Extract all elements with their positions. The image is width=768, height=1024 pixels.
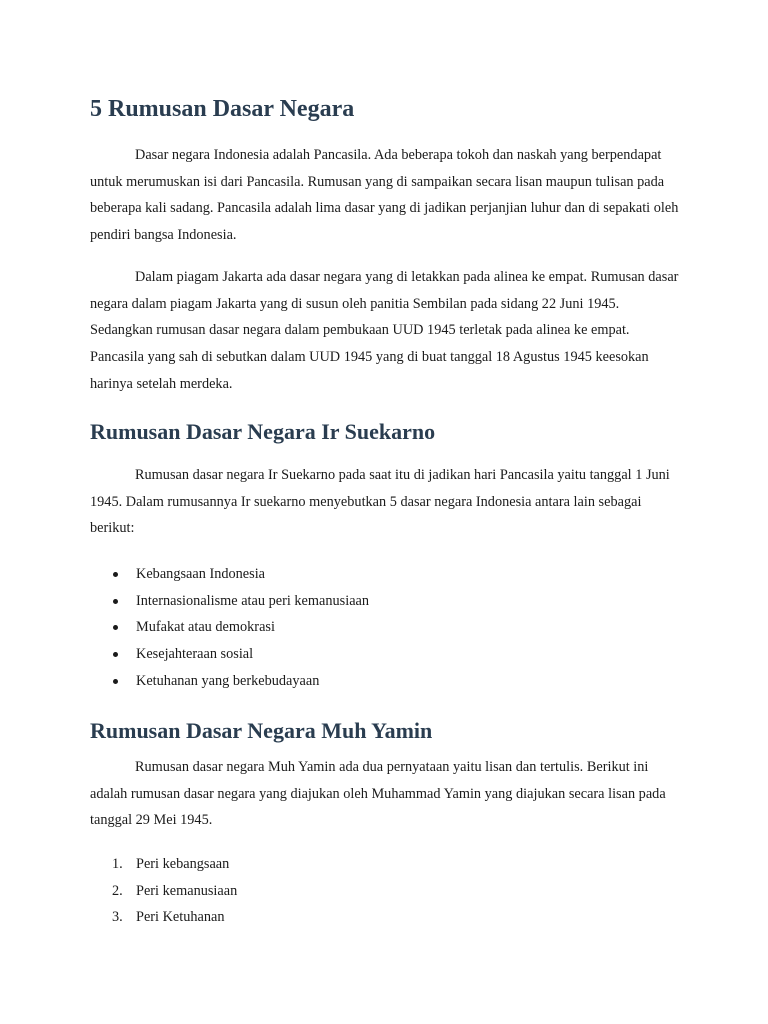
intro-paragraph-1: Dasar negara Indonesia adalah Pancasila. Ada beberapa tokoh dan naskah yang berpendapat untuk merumuskan isi dari Pancasila. Rumusan yang di sampaikan secara lisan maupun tulisan pada beberapa kali sadang. Pancasila adalah lima dasar yang di jadikan perjanjian luhur dan di sepakati oleh pendiri bangsa Indonesia.	[90, 147, 679, 244]
list-item	[90, 561, 680, 588]
list-item	[90, 668, 680, 695]
list-item	[90, 851, 680, 878]
list-item-text: Peri kebangsaan	[136, 856, 230, 872]
yamin-numbered-list	[90, 851, 680, 931]
page-title: 5 Rumusan Dasar Negara	[90, 96, 355, 122]
bullet-icon	[113, 625, 118, 630]
list-item-text: Kesejahteraan sosial	[136, 646, 254, 663]
list-item	[90, 878, 680, 905]
list-item	[90, 904, 680, 931]
suekarno-bullet-list	[90, 561, 680, 694]
list-item-number: 2.	[112, 882, 123, 899]
list-item-text: Ketuhanan yang berkebudayaan	[136, 672, 320, 689]
section-paragraph-suekarno: Rumusan dasar negara Ir Suekarno pada saat itu di jadikan hari Pancasila yaitu tanggal 1 Juni 1945. Dalam rumusannya Ir suekarno menyebutkan 5 dasar negara Indonesia antara lain sebagai berikut:	[90, 467, 670, 537]
list-item	[90, 641, 680, 668]
list-item	[90, 588, 680, 615]
list-item-number: 1.	[112, 856, 123, 872]
bullet-icon	[113, 572, 118, 577]
list-item-text: Kebangsaan Indonesia	[136, 566, 266, 582]
section-heading-yamin: Rumusan Dasar Negara Muh Yamin	[90, 718, 433, 743]
intro-paragraph-2: Dalam piagam Jakarta ada dasar negara yang di letakkan pada alinea ke empat. Rumusan dasar negara dalam piagam Jakarta yang di susun oleh panitia Sembilan pada sidang 22 Juni 1945. Sedangkan rumusan dasar negara dalam pembukaan UUD 1945 terletak pada alinea ke empat. Pancasila yang sah di sebutkan dalam UUD 1945 yang di buat tanggal 18 Agustus 1945 keesokan harinya setelah merdeka.	[90, 269, 679, 392]
list-item-text: Internasionalisme atau peri kemanusiaan	[136, 592, 370, 609]
list-item	[90, 614, 680, 641]
list-item-number: 3.	[112, 909, 123, 926]
list-item-text: Mufakat atau demokrasi	[136, 619, 275, 636]
section-heading-suekarno: Rumusan Dasar Negara Ir Suekarno	[90, 419, 436, 444]
bullet-icon	[113, 652, 118, 657]
list-item-text: Peri kemanusiaan	[136, 882, 238, 899]
bullet-icon	[113, 599, 118, 604]
bullet-icon	[113, 679, 118, 684]
list-item-text: Peri Ketuhanan	[136, 909, 225, 926]
section-paragraph-yamin: Rumusan dasar negara Muh Yamin ada dua pernyataan yaitu lisan dan tertulis. Berikut ini adalah rumusan dasar negara yang diajukan oleh Muhammad Yamin yang diajukan secara lisan pada tanggal 29 Mei 1945.	[90, 759, 666, 829]
